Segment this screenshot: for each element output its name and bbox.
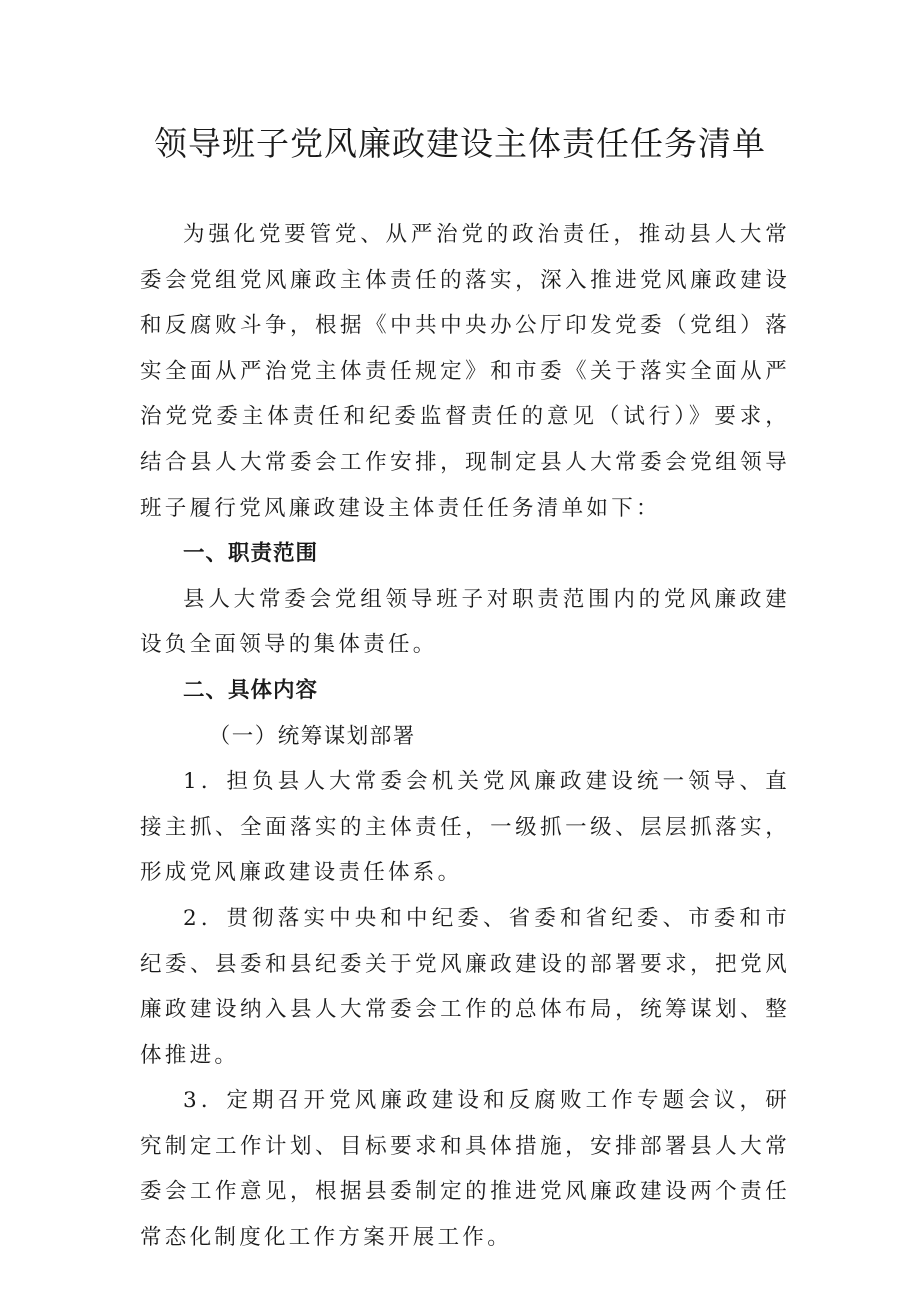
subsection-heading-planning: （一）统筹谋划部署 (208, 723, 416, 749)
scope-paragraph: 县人大常委会党组领导班子对职责范围内的党风廉政建设负全面领导的集体责任。 (140, 586, 790, 658)
section-heading-content: 二、具体内容 (183, 677, 319, 703)
content-item-3: 3．定期召开党风廉政建设和反腐败工作专题会议，研究制定工作计划、目标要求和具体措施，安排部署县人大常委会工作意见，根据县委制定的推进党风廉政建设两个责任常态化制度化工作方案开展工作。 (140, 1088, 790, 1251)
document-title: 领导班子党风廉政建设主体责任任务清单 (154, 124, 766, 163)
content-item-1: 1．担负县人大常委会机关党风廉政建设统一领导、直接主抓、全面落实的主体责任，一级抓一级、层层抓落实，形成党风廉政建设责任体系。 (140, 769, 790, 886)
section-heading-scope: 一、职责范围 (183, 541, 319, 567)
document-body (140, 212, 790, 1261)
content-item-2: 2．贯彻落实中央和中纪委、省委和省纪委、市委和市纪委、县委和县纪委关于党风廉政建设的部署要求，把党风廉政建设纳入县人大常委会工作的总体布局，统筹谋划、整体推进。 (140, 905, 790, 1068)
intro-paragraph: 为强化党要管党、从严治党的政治责任，推动县人大常委会党组党风廉政主体责任的落实，深入推进党风廉政建设和反腐败斗争，根据《中共中央办公厅印发党委（党组）落实全面从严治党主体责任规定》和市委《关于落实全面从严治党党委主体责任和纪委监督责任的意见（试行）》要求，结合县人大常委会工作安排，现制定县人大常委会党组领导班子履行党风廉政建设主体责任任务清单如下： (140, 222, 790, 521)
